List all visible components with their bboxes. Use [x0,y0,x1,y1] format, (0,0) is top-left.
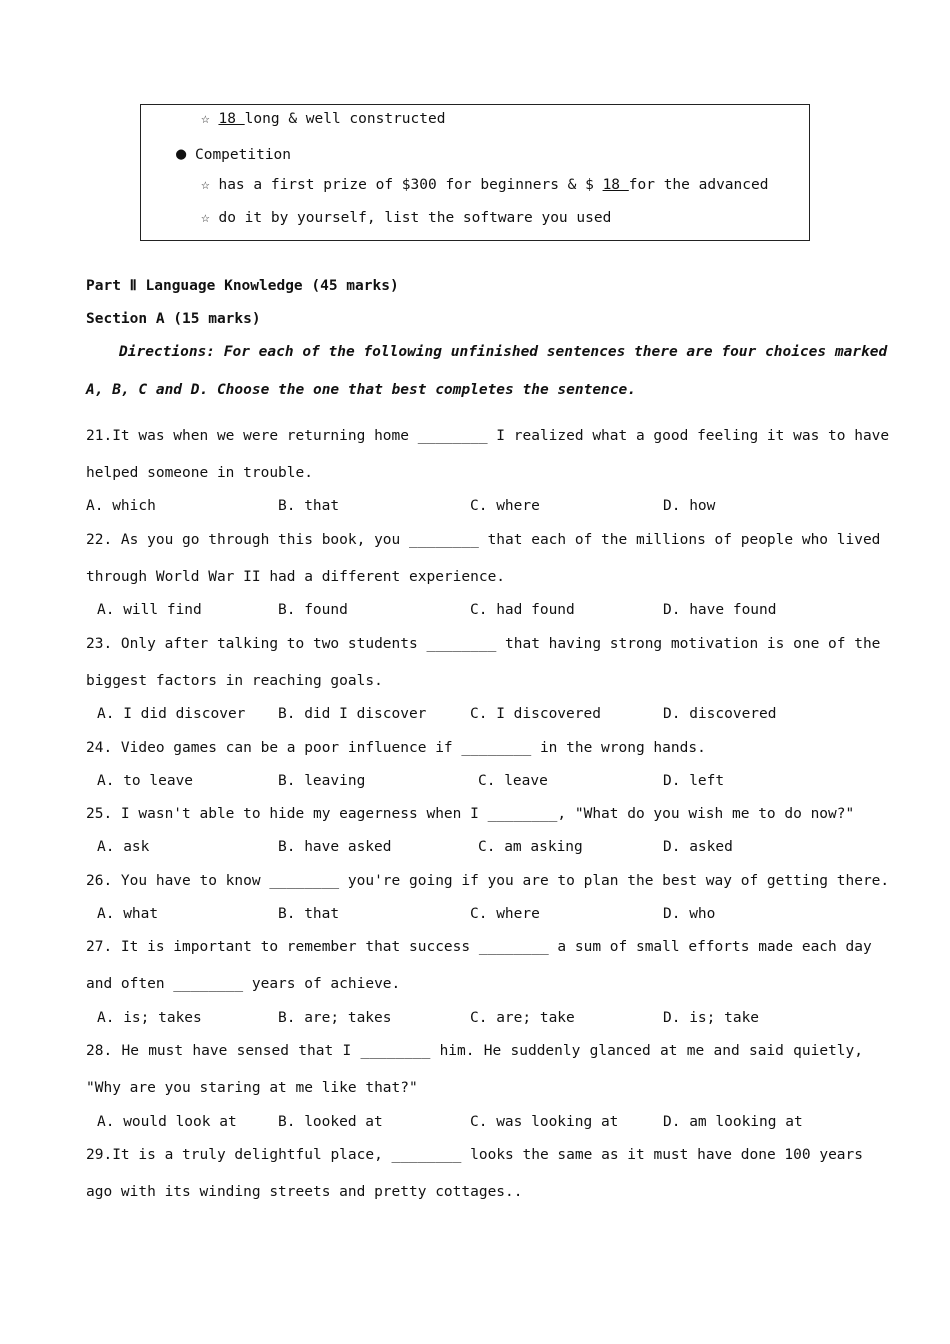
option-b: B. did I discover [278,706,427,722]
box-line-2: ● Competition [176,144,292,164]
option-c: C. had found [470,602,575,618]
question-23-line-2: biggest factors in reaching goals. [86,673,383,689]
option-d: D. am looking at [663,1114,803,1130]
bullet-icon: ● [176,144,187,164]
option-c: C. leave [478,773,548,789]
directions-line-1: Directions: For each of the following unfinished sentences there are four choices marked [119,344,888,360]
option-d: D. is; take [663,1010,760,1026]
option-a: A. would look at [97,1114,237,1130]
box-line-4: ☆ do it by yourself, list the software you used [201,210,612,226]
outline-box [140,104,810,241]
question-22-line-2: through World War II had a different experience. [86,569,506,585]
option-d: D. how [663,498,716,514]
question-25-line-1: 25. I wasn't able to hide my eagerness when I ________, "What do you wish me to do now?" [86,806,855,822]
option-a: A. is; takes [97,1010,202,1026]
option-d: D. asked [663,839,733,855]
star-icon: ☆ [201,210,210,226]
star-icon: ☆ [201,111,210,127]
question-25-options [86,839,886,859]
question-26-line-1: 26. You have to know ________ you're going if you are to plan the best way of getting there. [86,873,890,889]
box-line-1: ☆ 18 long & well constructed [201,111,446,127]
directions-line-2: A, B, C and D. Choose the one that best completes the sentence. [86,382,636,398]
question-23-options [86,706,886,726]
option-a: A. what [97,906,159,922]
question-21-line-2: helped someone in trouble. [86,465,313,481]
option-d: D. discovered [663,706,777,722]
question-21-options [86,498,886,518]
option-b: B. are; takes [278,1010,392,1026]
question-27-options [86,1010,886,1030]
answer-blank: 18 [218,111,245,127]
question-28-options [86,1114,886,1134]
option-b: B. looked at [278,1114,383,1130]
option-a: A. which [86,498,156,514]
option-c: C. where [470,906,540,922]
option-b: B. found [278,602,348,618]
question-22-line-1: 22. As you go through this book, you ________ that each of the millions of people who lived [86,532,881,548]
option-a: A. ask [97,839,150,855]
option-c: C. where [470,498,540,514]
option-b: B. that [278,906,340,922]
answer-blank: 18 [602,177,629,193]
question-27-line-2: and often ________ years of achieve. [86,976,401,992]
option-a: A. I did discover [97,706,246,722]
question-24-options [86,773,886,793]
option-a: A. to leave [97,773,194,789]
star-icon: ☆ [201,177,210,193]
question-23-line-1: 23. Only after talking to two students ________ that having strong motivation is one of the [86,636,881,652]
question-28-line-2: "Why are you staring at me like that?" [86,1080,418,1096]
box-line-3: ☆ has a first prize of $300 for beginners & $ 18 for the advanced [201,177,769,193]
question-29-line-1: 29.It is a truly delightful place, ________ looks the same as it must have done 100 years [86,1147,863,1163]
option-a: A. will find [97,602,202,618]
option-d: D. have found [663,602,777,618]
question-26-options [86,906,886,926]
part-title: Part Ⅱ Language Knowledge (45 marks) [86,278,399,294]
option-c: C. was looking at [470,1114,619,1130]
question-21-line-1: 21.It was when we were returning home ________ I realized what a good feeling it was to have [86,428,890,444]
option-b: B. that [278,498,340,514]
option-b: B. have asked [278,839,392,855]
option-d: D. who [663,906,716,922]
option-c: C. am asking [478,839,583,855]
option-b: B. leaving [278,773,366,789]
question-28-line-1: 28. He must have sensed that I ________ him. He suddenly glanced at me and said quietly, [86,1043,863,1059]
question-24-line-1: 24. Video games can be a poor influence if ________ in the wrong hands. [86,740,706,756]
question-29-line-2: ago with its winding streets and pretty cottages.. [86,1184,523,1200]
option-c: C. I discovered [470,706,601,722]
option-d: D. left [663,773,725,789]
option-c: C. are; take [470,1010,575,1026]
question-22-options [86,602,886,622]
section-title: Section A (15 marks) [86,311,261,327]
question-27-line-1: 27. It is important to remember that success ________ a sum of small efforts made each day [86,939,872,955]
